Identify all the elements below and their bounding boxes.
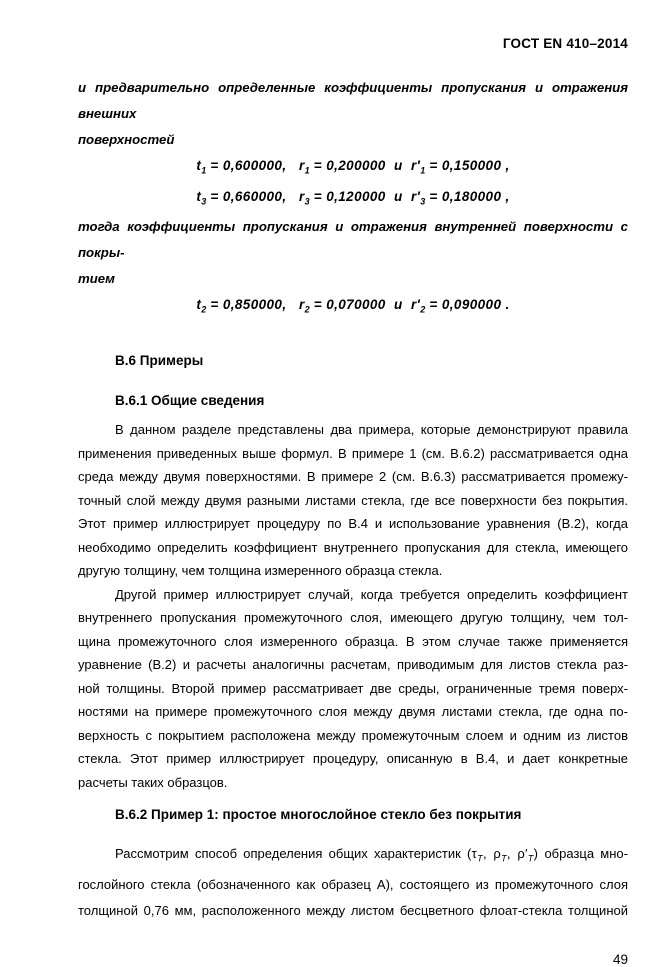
body-paragraph-overview — [78, 418, 628, 583]
text-line: тогда коэффициенты пропускания и отражения внутренней поверхности с покры- — [78, 219, 628, 261]
text-line: щина промежуточного слоя измеренного образца. В этом случае также применяется — [78, 633, 628, 649]
text-line: среда между двумя поверхностями. В примере 2 (см. В.6.3) рассматривается промежу- — [78, 469, 628, 485]
text-line: применения приведенных выше формул. В примере 1 (см. В.6.2) рассматривается одна — [78, 445, 628, 461]
formula-subscript: T — [477, 853, 483, 864]
text-line: ной толщины. Второй пример рассматривает две среды, ограниченные тремя поверх- — [78, 680, 628, 696]
formula-segment: = 0,180000 , — [425, 188, 510, 204]
text-line: верхность с покрытием расположена между промежуточным слоем и одним из листов — [78, 727, 628, 743]
section-heading-b6: В.6 Примеры — [115, 353, 204, 369]
section-heading-b61: В.6.1 Общие сведения — [115, 393, 265, 409]
formula-subscript: 1 — [420, 165, 426, 176]
formula-segment: t — [196, 158, 202, 173]
formula-segment: = 0,600000, — [206, 158, 299, 173]
section-heading-b62: В.6.2 Пример 1: простое многослойное стекло без покрытия — [115, 807, 522, 823]
text-line: толщиной 0,76 мм, расположенного между листом бесцветного флоат-стекла толщиной — [78, 902, 628, 918]
para3-rest-lines — [78, 872, 628, 924]
formula-segment: r′ — [410, 297, 421, 313]
formula-segment: = 0,660000, — [206, 188, 299, 204]
para3-line1-pre: Рассмотрим способ определения общих характеристик — [115, 846, 468, 862]
formula-subscript: T — [527, 853, 534, 864]
formula-subscript: 3 — [420, 196, 426, 207]
running-header-doc-code: ГОСТ EN 410–2014 — [502, 36, 628, 51]
text-line: гослойного стекла (обозначенного как образец А), состоящего из промежуточного слоя — [78, 876, 628, 892]
formula-segment: , ρ — [482, 846, 502, 862]
formula-subscript: 2 — [420, 305, 426, 316]
page-number: 49 — [612, 951, 628, 967]
formula-line-t3-r3 — [78, 184, 628, 215]
text-line: стекла. Этот пример иллюстрирует процедуру, описанную в В.4, и дает конкретные — [78, 751, 628, 767]
body-paragraph-second-example — [78, 583, 628, 795]
text-line: ностями на примере промежуточного слоя между двумя листами стекла, где одна по- — [78, 704, 628, 720]
formula-segment: (τ — [467, 846, 478, 862]
formula-segment: r — [298, 188, 305, 204]
formula-line-t1-r1 — [78, 153, 628, 184]
text-line: и предварительно определенные коэффициенты пропускания и отражения внешних — [78, 80, 628, 121]
formula-segment: = 0,150000 , — [425, 158, 510, 173]
text-line: другую толщину, чем толщина измеренного образца стекла. — [78, 563, 443, 579]
text-line: необходимо определить коэффициент внутреннего пропускания для стекла, имеющего — [78, 539, 628, 555]
formula-subscript: T — [501, 853, 507, 864]
text-line: расчеты таких образцов. — [78, 774, 228, 790]
para3-line1-post: образца мно- — [538, 846, 628, 862]
formula-segment: r′ — [410, 188, 421, 204]
formula-segment: = 0,850000, — [206, 297, 299, 313]
text-line: Другой пример иллюстрирует случай, когда требуется определить коэффициент — [115, 586, 628, 602]
text-line: В данном разделе представлены два примера, которые демонстрируют правила — [115, 422, 628, 438]
text-line: поверхностей — [78, 132, 175, 147]
formula-segment: r′ — [410, 158, 421, 173]
intro-paragraph-external-surfaces — [78, 75, 628, 153]
text-line: уравнение (В.2) и расчеты аналогичны расчетам, приводимым для листов стекла раз- — [78, 657, 628, 673]
intro-paragraph-internal-surface — [78, 214, 628, 292]
formula-segment: , ρ′ — [506, 846, 528, 862]
formula-subscript: 2 — [304, 305, 310, 316]
formula-subscript: 1 — [304, 165, 310, 176]
formula-subscript: 3 — [201, 196, 207, 207]
formula-segment: r — [298, 158, 305, 173]
text-line — [78, 841, 628, 872]
formula-segment: r — [298, 297, 305, 313]
text-line: тием — [78, 271, 115, 287]
formula-segment: t — [196, 188, 202, 204]
formula-segment: = 0,120000 и — [309, 188, 411, 204]
body-paragraph-example1 — [78, 841, 628, 924]
formula-subscript: 2 — [201, 305, 207, 316]
formula-subscript: 1 — [201, 165, 207, 176]
formula-segment: = 0,200000 и — [309, 158, 411, 173]
formula-segment: t — [196, 297, 202, 313]
formula-segment: = 0,090000 . — [425, 297, 510, 313]
formula-segment: = 0,070000 и — [309, 297, 411, 313]
text-line: точный слой между двумя разными листами стекла, где все поверхности без покрытия. — [78, 492, 628, 508]
inline-formula-tau-rho — [467, 846, 539, 864]
text-line: Этот пример иллюстрирует процедуру по В.4 и использование уравнения (В.2), когда — [78, 516, 628, 532]
text-line: внутреннего пропускания промежуточного слоя, имеющего другую толщину, чем тол- — [78, 610, 628, 626]
formula-subscript: 3 — [304, 196, 310, 207]
formula-line-t2-r2 — [78, 292, 628, 323]
formula-segment: ) — [533, 846, 539, 862]
